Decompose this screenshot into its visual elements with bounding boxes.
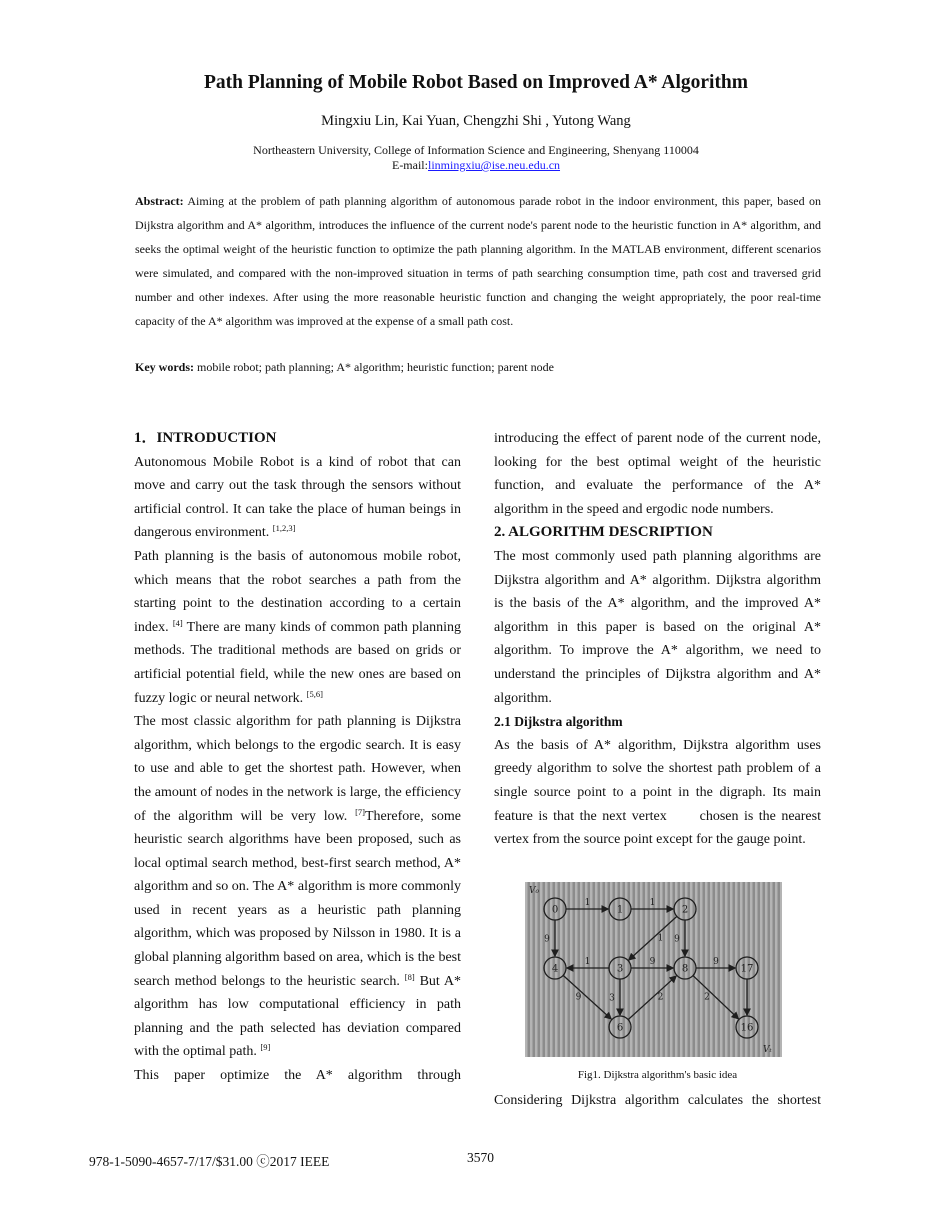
citation[interactable]: [4] (172, 617, 183, 628)
edge-weight: 9 (649, 957, 656, 967)
paragraph: Path planning is the basis of autonomous mobile robot, which means that the robot searches a path from the starting point to the destination according to a certain index. [4] There are many kinds of common path planning methods. The traditional methods are based on grids or artificial potential field, while the new ones are based on fuzzy logic or neural network. [5,6] (134, 548, 462, 706)
edge-weight: 1 (649, 898, 656, 908)
affiliation: Northeastern University, College of Information Science and Engineering, Shenyang 110004 (253, 143, 699, 157)
paragraph: Autonomous Mobile Robot is a kind of robot that can move and carry out the task through the sensors without artificial control. It can take the place of human beings in dangerous environment. [1,2,3] (134, 454, 461, 541)
edge-weight: 9 (674, 934, 680, 945)
edge-weight: 9 (575, 992, 582, 1003)
figure-caption: Fig1. Dijkstra algorithm's basic idea (577, 1069, 738, 1081)
target-vertex-label: Vₜ (763, 1045, 772, 1055)
author-list: Mingxiu Lin, Kai Yuan, Chengzhi Shi , Yutong Wang (321, 113, 631, 129)
node-label: 6 (616, 1022, 624, 1034)
abstract-text: Aiming at the problem of path planning algorithm of autonomous parade robot in the indoor environment, this paper, based on Dijkstra algorithm and A* algorithm, introduces the influence of the current node's parent node to the heuristic function in A* algorithm, and seeks the optimal weight of the heuristic function to optimize the path planning algorithm. In the MATLAB environment, different scenarios were simulated, and compared with the non-improved situation in terms of path searching consumption time, path cost and traversed grid number and other indexes. After using the more reasonable heuristic function and changing the weight appropriately, the poor real-time capacity of the A* algorithm was improved at the expense of a small path cost. (135, 194, 821, 328)
paragraph: As the basis of A* algorithm, Dijkstra algorithm uses greedy algorithm to solve the shortest path problem of a single source point to a point in the digraph. Its main feature is that the next vertex chosen is the nearest vertex from the source point except for the gauge point. (494, 737, 821, 848)
section-heading-introduction: 1．INTRODUCTION (134, 430, 277, 446)
edge-weight: 9 (713, 957, 719, 967)
paragraph-continued: This paper optimize the A* algorithm through (134, 1068, 461, 1084)
edge-weight: 1 (584, 957, 591, 967)
email-link[interactable]: linmingxiu@ise.neu.edu.cn (427, 158, 561, 172)
email-label: E-mail: (391, 158, 428, 172)
node-label: 16 (740, 1022, 754, 1034)
edge-weight: 9 (544, 934, 550, 945)
page-number: 3570 (467, 1150, 494, 1165)
directed-graph (525, 882, 782, 1057)
citation[interactable]: [9] (260, 1042, 271, 1053)
affiliation-block (0, 143, 952, 173)
dijkstra-graph-figure (525, 882, 782, 1057)
section-heading-algorithm: 2. ALGORITHM DESCRIPTION (494, 524, 713, 541)
node-label: 2 (681, 904, 689, 916)
email-line (0, 158, 952, 173)
subsection-heading-dijkstra: 2.1 Dijkstra algorithm (494, 714, 623, 730)
node-label: 4 (551, 963, 559, 975)
abstract-label: Abstract: (135, 194, 184, 208)
edge-weight: 1 (584, 898, 591, 908)
node-label: 1 (616, 904, 624, 916)
source-vertex-label: V₀ (529, 886, 540, 896)
paragraph: The most commonly used path planning algorithms are Dijkstra algorithm and A* algorithm. Dijkstra algorithm is the basis of the A* algorithm, and the improved A* algorithm in this paper is based on the original A* algorithm. To improve the A* algorithm, we need to understand the principles of Dijkstra algorithm and A* algorithm. (494, 548, 821, 706)
citation[interactable]: [8] (404, 971, 415, 982)
edge-weight: 3 (609, 993, 615, 1004)
citation[interactable]: [7] (355, 806, 365, 817)
paragraph: The most classic algorithm for path planning is Dijkstra algorithm, which belongs to the ergodic search. It is easy to use and able to get the shortest path. However, when the amount of nodes in the network is large, the efficiency of the algorithm will be very low. [7]Therefore, some heuristic search algorithms have been proposed, such as local optimal search method, best-first search method, A* algorithm and so on. The A* algorithm is more commonly used in recent years as a heuristic path planning algorithm, which was proposed by Nilsson in 1980. It is a global planning algorithm based on area, which is the best search method belongs to the heuristic search. [8] But A* algorithm has low computational efficiency in path planning and the path selected has deviation compared with the optimal path. [9] (134, 714, 461, 1060)
isbn-copyright: 978-1-5090-4657-7/17/$31.00 ⓒ2017 IEEE (89, 1154, 330, 1169)
node-label: 17 (740, 963, 754, 975)
keywords-label: Key words: (135, 360, 194, 374)
edge-weight: 2 (657, 992, 664, 1003)
node-label: 3 (616, 963, 624, 975)
citation[interactable]: [1,2,3] (272, 523, 296, 534)
edge-weight: 2 (704, 992, 710, 1003)
edge-weight: 1 (657, 933, 664, 944)
paragraph-continuation: introducing the effect of parent node of the current node, looking for the best optimal weight of the heuristic function, and evaluate the performance of the A* algorithm in the speed and ergodic node numbers. (494, 431, 821, 517)
node-label: 8 (681, 963, 689, 975)
keywords-text: mobile robot; path planning; A* algorithm; heuristic function; parent node (194, 360, 554, 374)
right-column (494, 427, 821, 852)
keywords (135, 355, 821, 379)
node-label: 0 (551, 904, 559, 916)
citation[interactable]: [5,6] (306, 688, 323, 699)
paper-title: Path Planning of Mobile Robot Based on Improved A* Algorithm (203, 72, 749, 93)
paragraph: Considering Dijkstra algorithm calculates the shortest (494, 1093, 821, 1108)
left-column (134, 427, 461, 1088)
abstract (135, 189, 821, 333)
